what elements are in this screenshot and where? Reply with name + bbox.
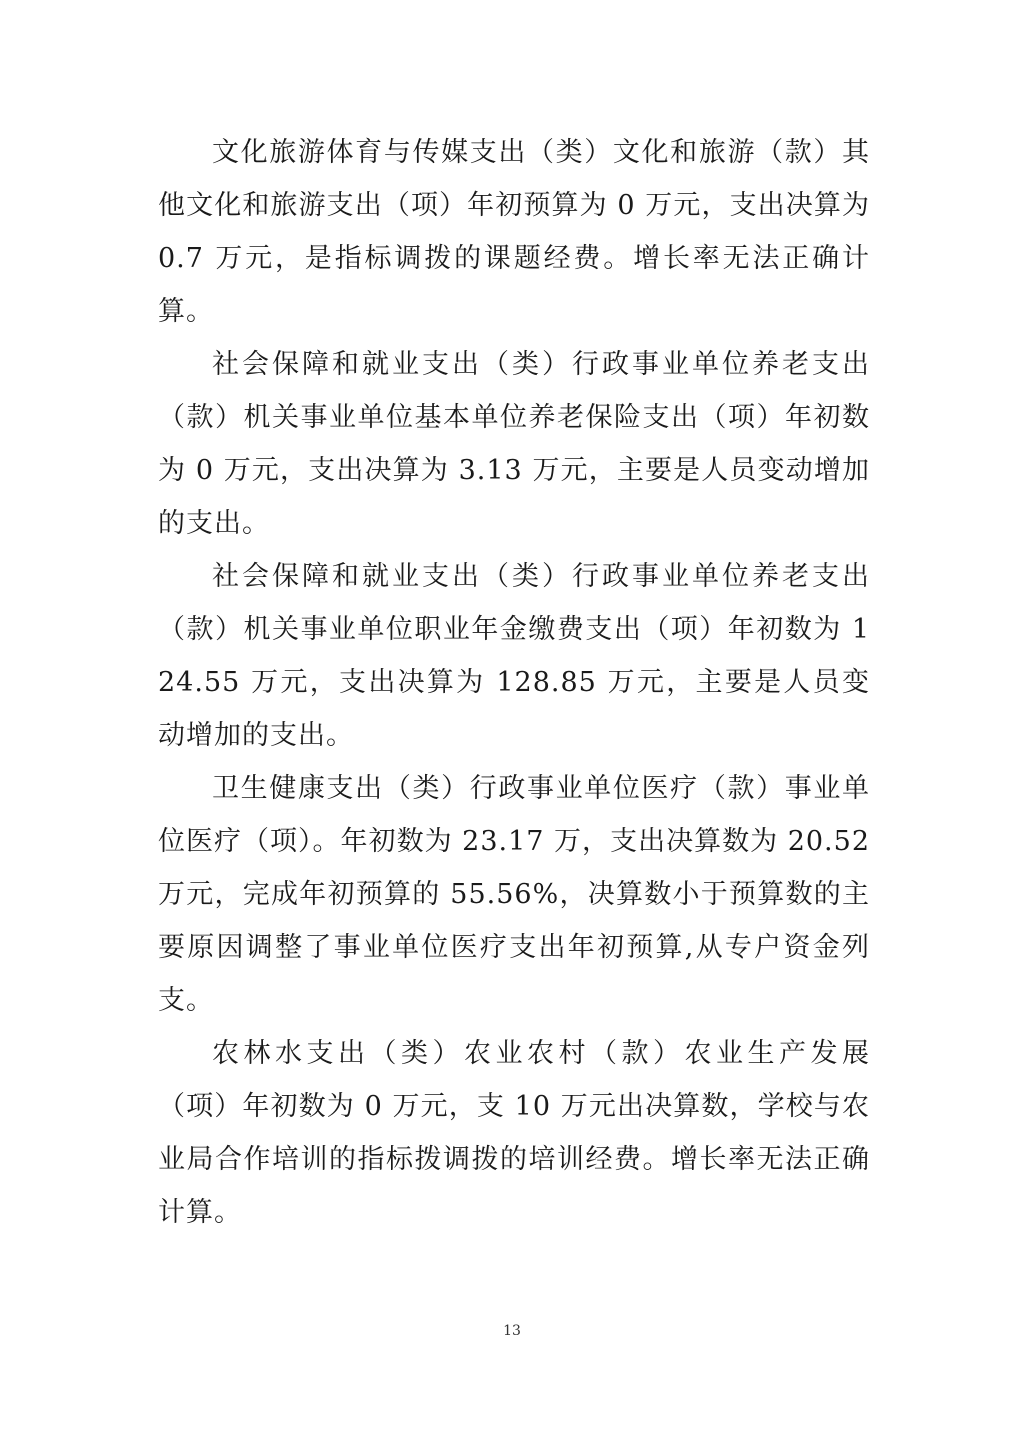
paragraph-basic-pension: 社会保障和就业支出（类）行政事业单位养老支出（款）机关事业单位基本单位养老保险支出（项）年初数为 0 万元，支出决算为 3.13 万元，主要是人员变动增加的支出。 [158, 349, 870, 539]
paragraph-health-medical: 卫生健康支出（类）行政事业单位医疗（款）事业单位医疗（项）。年初数为 23.17 万，支出决算数为 20.52 万元，完成年初预算的 55.56%，决算数小于预算数的主要原因调整了事业单位医疗支出年初预算,从专户资金列支。 [158, 773, 870, 1016]
paragraph-occupational-annuity: 社会保障和就业支出（类）行政事业单位养老支出（款）机关事业单位职业年金缴费支出（项）年初数为 124.55 万元，支出决算为 128.85 万元，主要是人员变动增加的支出。 [158, 561, 870, 751]
page-number: 13 [503, 1323, 521, 1339]
paragraph-culture-tourism: 文化旅游体育与传媒支出（类）文化和旅游（款）其他文化和旅游支出（项）年初预算为 0 万元，支出决算为 0.7 万元，是指标调拨的课题经费。增长率无法正确计算。 [158, 137, 870, 327]
document-body [158, 126, 870, 1239]
paragraph-agriculture: 农林水支出（类）农业农村（款）农业生产发展（项）年初数为 0 万元，支 10 万元出决算数，学校与农业局合作培训的指标拨调拨的培训经费。增长率无法正确计算。 [158, 1038, 870, 1228]
